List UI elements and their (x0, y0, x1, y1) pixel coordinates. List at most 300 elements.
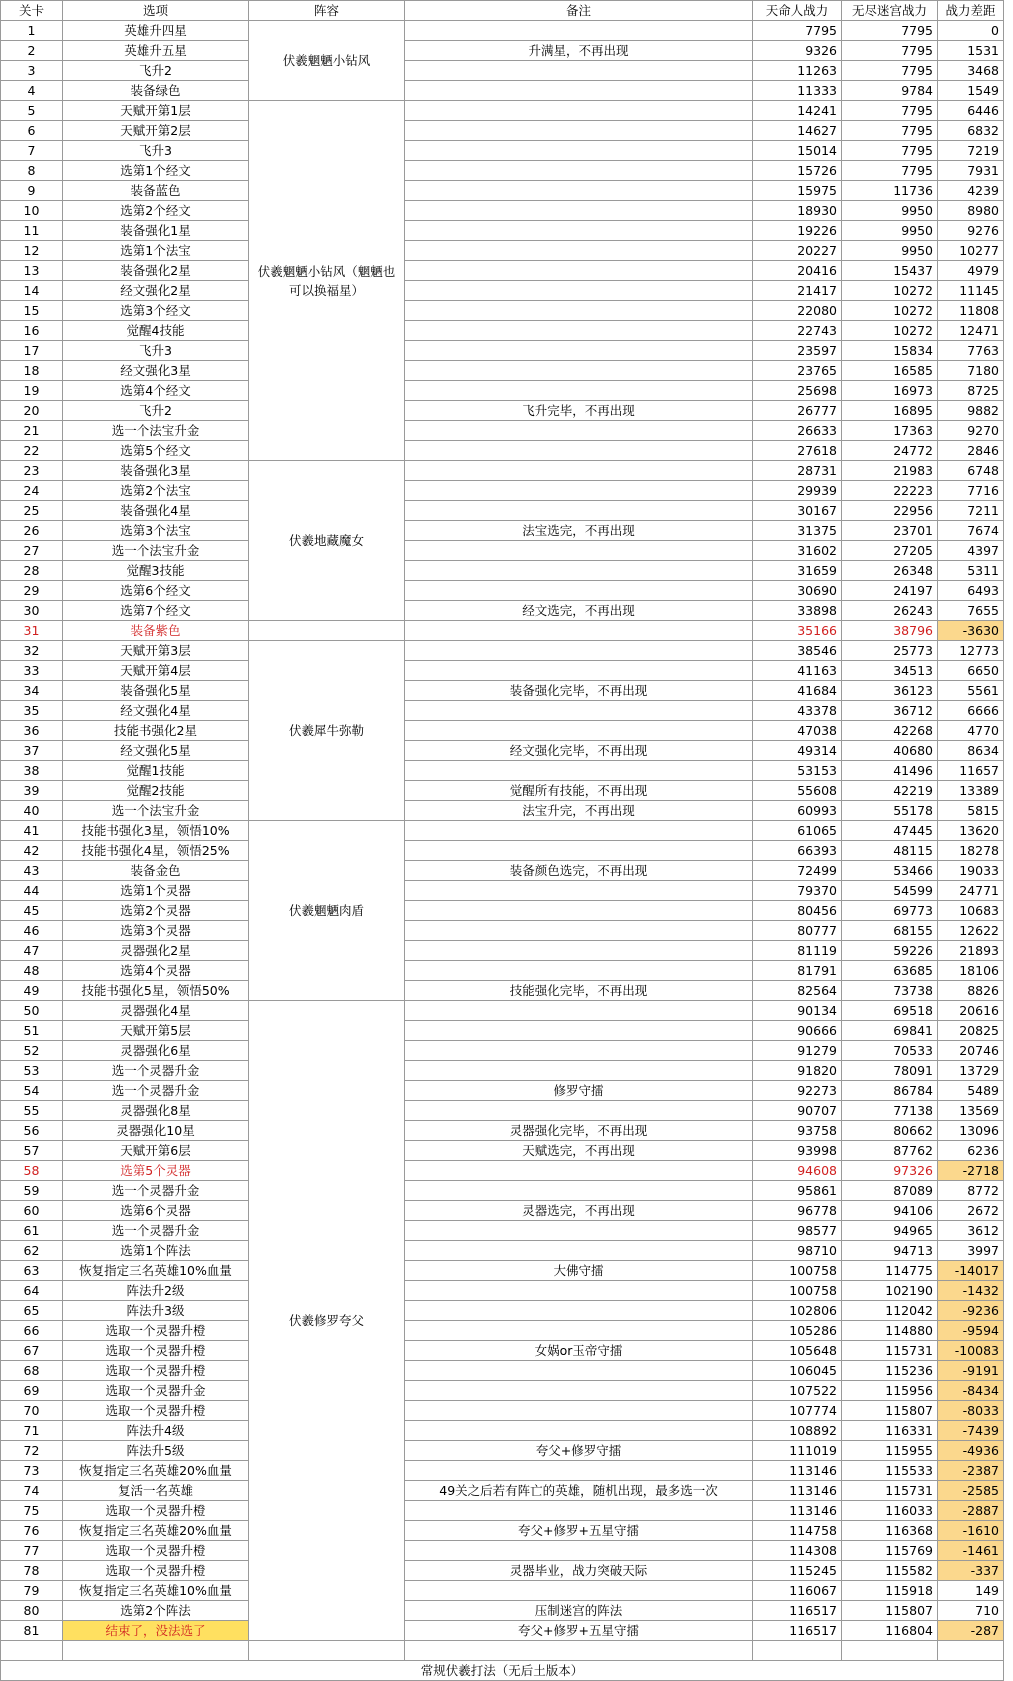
maze-power-cell: 42268 (842, 721, 938, 741)
level-cell: 73 (1, 1461, 63, 1481)
power-gap-cell: 2672 (938, 1201, 1004, 1221)
power-gap-cell: 7674 (938, 521, 1004, 541)
option-cell: 选第6个经文 (63, 581, 249, 601)
table-row (1, 221, 1004, 241)
maze-power-cell: 114775 (842, 1261, 938, 1281)
power-gap-cell: 21893 (938, 941, 1004, 961)
power-gap-cell: 4397 (938, 541, 1004, 561)
level-cell: 7 (1, 141, 63, 161)
note-cell (405, 1101, 753, 1121)
power-gap-cell: 10683 (938, 901, 1004, 921)
level-cell: 64 (1, 1281, 63, 1301)
maze-power-cell: 69841 (842, 1021, 938, 1041)
option-cell: 选取一个灵器升橙 (63, 1501, 249, 1521)
level-cell: 61 (1, 1221, 63, 1241)
note-cell: 天赋选完，不再出现 (405, 1141, 753, 1161)
option-cell: 选第2个灵器 (63, 901, 249, 921)
power-gap-cell: 2846 (938, 441, 1004, 461)
table-row (1, 1061, 1004, 1081)
level-cell: 57 (1, 1141, 63, 1161)
player-power-cell: 114758 (753, 1521, 842, 1541)
power-gap-cell: 6748 (938, 461, 1004, 481)
power-gap-cell: 6236 (938, 1141, 1004, 1161)
maze-power-cell: 16973 (842, 381, 938, 401)
level-cell: 21 (1, 421, 63, 441)
power-gap-cell: 24771 (938, 881, 1004, 901)
player-power-cell: 105286 (753, 1321, 842, 1341)
header-row (1, 1, 1004, 21)
player-power-cell: 35166 (753, 621, 842, 641)
maze-power-cell: 34513 (842, 661, 938, 681)
table-row (1, 361, 1004, 381)
maze-power-cell: 10272 (842, 281, 938, 301)
note-cell: 49关之后若有阵亡的英雄，随机出现，最多选一次 (405, 1481, 753, 1501)
maze-power-cell: 7795 (842, 121, 938, 141)
level-cell: 79 (1, 1581, 63, 1601)
player-power-cell: 11263 (753, 61, 842, 81)
maze-power-cell: 16585 (842, 361, 938, 381)
player-power-cell: 26777 (753, 401, 842, 421)
maze-power-cell: 87089 (842, 1181, 938, 1201)
power-gap-cell: 6446 (938, 101, 1004, 121)
level-cell: 31 (1, 621, 63, 641)
level-cell: 46 (1, 921, 63, 941)
note-cell (405, 901, 753, 921)
power-gap-cell: 13096 (938, 1121, 1004, 1141)
table-row (1, 861, 1004, 881)
option-cell: 装备强化4星 (63, 501, 249, 521)
maze-power-cell: 26243 (842, 601, 938, 621)
level-cell: 23 (1, 461, 63, 481)
power-gap-cell: 3468 (938, 61, 1004, 81)
option-cell: 选第3个法宝 (63, 521, 249, 541)
option-cell: 选第2个阵法 (63, 1601, 249, 1621)
maze-power-cell: 115769 (842, 1541, 938, 1561)
option-cell: 选第5个经文 (63, 441, 249, 461)
table-row (1, 981, 1004, 1001)
table-row (1, 81, 1004, 101)
level-cell: 1 (1, 21, 63, 41)
power-gap-cell: 7180 (938, 361, 1004, 381)
note-cell (405, 461, 753, 481)
table-row (1, 21, 1004, 41)
table-row (1, 1201, 1004, 1221)
power-gap-cell: -4936 (938, 1441, 1004, 1461)
maze-power-cell: 40680 (842, 741, 938, 761)
note-cell: 装备强化完毕，不再出现 (405, 681, 753, 701)
table-row (1, 741, 1004, 761)
option-cell: 选第1个法宝 (63, 241, 249, 261)
table-row (1, 1121, 1004, 1141)
level-cell: 26 (1, 521, 63, 541)
option-cell: 灵器强化10星 (63, 1121, 249, 1141)
level-cell: 41 (1, 821, 63, 841)
note-cell (405, 1241, 753, 1261)
maze-power-cell: 21983 (842, 461, 938, 481)
option-cell: 阵法升2级 (63, 1281, 249, 1301)
power-gap-cell: -337 (938, 1561, 1004, 1581)
level-cell: 35 (1, 701, 63, 721)
option-cell: 结束了，没法选了 (63, 1621, 249, 1641)
table-row (1, 181, 1004, 201)
option-cell: 恢复指定三名英雄10%血量 (63, 1581, 249, 1601)
maze-power-cell: 115955 (842, 1441, 938, 1461)
option-cell: 选第4个灵器 (63, 961, 249, 981)
option-cell: 天赋开第2层 (63, 121, 249, 141)
option-cell: 选一个灵器升金 (63, 1061, 249, 1081)
table-row (1, 301, 1004, 321)
player-power-cell: 72499 (753, 861, 842, 881)
player-power-cell: 92273 (753, 1081, 842, 1101)
power-gap-cell: 7763 (938, 341, 1004, 361)
player-power-cell: 31659 (753, 561, 842, 581)
level-cell: 39 (1, 781, 63, 801)
table-body (1, 21, 1004, 1641)
note-cell (405, 241, 753, 261)
maze-power-cell: 73738 (842, 981, 938, 1001)
table-row (1, 101, 1004, 121)
option-cell: 选第3个灵器 (63, 921, 249, 941)
player-power-cell: 14241 (753, 101, 842, 121)
table-row (1, 1021, 1004, 1041)
option-cell: 灵器强化6星 (63, 1041, 249, 1061)
table-row (1, 381, 1004, 401)
maze-power-cell: 7795 (842, 41, 938, 61)
option-cell: 飞升3 (63, 141, 249, 161)
power-gap-cell: -10083 (938, 1341, 1004, 1361)
maze-power-cell: 10272 (842, 321, 938, 341)
note-cell (405, 1401, 753, 1421)
player-power-cell: 31602 (753, 541, 842, 561)
table-row (1, 1041, 1004, 1061)
maze-power-cell: 11736 (842, 181, 938, 201)
header-maze-power: 无尽迷宫战力 (842, 1, 938, 21)
power-gap-cell: 7655 (938, 601, 1004, 621)
maze-power-cell: 115533 (842, 1461, 938, 1481)
note-cell (405, 341, 753, 361)
level-cell: 75 (1, 1501, 63, 1521)
power-gap-cell: 8725 (938, 381, 1004, 401)
power-gap-cell: -2387 (938, 1461, 1004, 1481)
player-power-cell: 90134 (753, 1001, 842, 1021)
power-gap-cell: 7211 (938, 501, 1004, 521)
power-gap-cell: 11145 (938, 281, 1004, 301)
power-gap-cell: 11808 (938, 301, 1004, 321)
level-cell: 48 (1, 961, 63, 981)
table-row (1, 1181, 1004, 1201)
table-row (1, 641, 1004, 661)
player-power-cell: 15014 (753, 141, 842, 161)
power-gap-cell: -8033 (938, 1401, 1004, 1421)
note-cell (405, 961, 753, 981)
table-row (1, 61, 1004, 81)
player-power-cell: 66393 (753, 841, 842, 861)
player-power-cell: 96778 (753, 1201, 842, 1221)
table-row (1, 1421, 1004, 1441)
power-gap-cell: -287 (938, 1621, 1004, 1641)
note-cell (405, 821, 753, 841)
note-cell (405, 661, 753, 681)
power-gap-cell: 3997 (938, 1241, 1004, 1261)
table-row (1, 961, 1004, 981)
level-cell: 14 (1, 281, 63, 301)
maze-power-cell: 97326 (842, 1161, 938, 1181)
note-cell (405, 1221, 753, 1241)
power-gap-cell: 13729 (938, 1061, 1004, 1081)
maze-power-cell: 115582 (842, 1561, 938, 1581)
player-power-cell: 23597 (753, 341, 842, 361)
player-power-cell: 80456 (753, 901, 842, 921)
option-cell: 飞升2 (63, 401, 249, 421)
table-row (1, 921, 1004, 941)
table-row (1, 781, 1004, 801)
option-cell: 天赋开第5层 (63, 1021, 249, 1041)
power-gap-cell: -14017 (938, 1261, 1004, 1281)
table-row (1, 881, 1004, 901)
option-cell: 恢复指定三名英雄10%血量 (63, 1261, 249, 1281)
player-power-cell: 81791 (753, 961, 842, 981)
power-gap-cell: 8826 (938, 981, 1004, 1001)
maze-power-cell: 116033 (842, 1501, 938, 1521)
header-option: 选项 (63, 1, 249, 21)
power-gap-cell: 149 (938, 1581, 1004, 1601)
maze-power-cell: 10272 (842, 301, 938, 321)
power-gap-cell: 9882 (938, 401, 1004, 421)
option-cell: 选取一个灵器升金 (63, 1381, 249, 1401)
player-power-cell: 49314 (753, 741, 842, 761)
table-row (1, 501, 1004, 521)
table-row (1, 1281, 1004, 1301)
power-gap-cell: 7931 (938, 161, 1004, 181)
note-cell (405, 101, 753, 121)
lineup-cell: 伏羲地藏魔女 (249, 461, 405, 621)
table-row (1, 461, 1004, 481)
maze-power-cell: 25773 (842, 641, 938, 661)
player-power-cell: 114308 (753, 1541, 842, 1561)
maze-power-cell: 59226 (842, 941, 938, 961)
note-cell (405, 321, 753, 341)
player-power-cell: 14627 (753, 121, 842, 141)
power-gap-cell: 12773 (938, 641, 1004, 661)
option-cell: 选取一个灵器升橙 (63, 1321, 249, 1341)
level-cell: 33 (1, 661, 63, 681)
maze-power-cell: 7795 (842, 141, 938, 161)
option-cell: 装备强化3星 (63, 461, 249, 481)
player-power-cell: 31375 (753, 521, 842, 541)
note-cell (405, 501, 753, 521)
note-cell (405, 1161, 753, 1181)
note-cell (405, 701, 753, 721)
note-cell (405, 1381, 753, 1401)
header-level: 关卡 (1, 1, 63, 21)
power-gap-cell: 10277 (938, 241, 1004, 261)
level-cell: 20 (1, 401, 63, 421)
note-cell (405, 61, 753, 81)
level-cell: 71 (1, 1421, 63, 1441)
power-gap-cell: 19033 (938, 861, 1004, 881)
maze-power-cell: 94965 (842, 1221, 938, 1241)
option-cell: 选第2个经文 (63, 201, 249, 221)
note-cell: 夸父+修罗+五星守擂 (405, 1621, 753, 1641)
power-gap-cell: -1610 (938, 1521, 1004, 1541)
player-power-cell: 21417 (753, 281, 842, 301)
option-cell: 技能书强化5星，领悟50% (63, 981, 249, 1001)
level-cell: 42 (1, 841, 63, 861)
level-cell: 66 (1, 1321, 63, 1341)
power-gap-cell: -9236 (938, 1301, 1004, 1321)
level-cell: 65 (1, 1301, 63, 1321)
power-gap-cell: 5815 (938, 801, 1004, 821)
note-cell (405, 1461, 753, 1481)
power-gap-cell: -2887 (938, 1501, 1004, 1521)
table-row (1, 621, 1004, 641)
player-power-cell: 7795 (753, 21, 842, 41)
player-power-cell: 90707 (753, 1101, 842, 1121)
note-cell (405, 141, 753, 161)
player-power-cell: 22080 (753, 301, 842, 321)
level-cell: 30 (1, 601, 63, 621)
option-cell: 装备金色 (63, 861, 249, 881)
power-gap-cell: 0 (938, 21, 1004, 41)
player-power-cell: 30690 (753, 581, 842, 601)
table-row (1, 1301, 1004, 1321)
level-cell: 53 (1, 1061, 63, 1081)
maze-power-cell: 22956 (842, 501, 938, 521)
player-power-cell: 105648 (753, 1341, 842, 1361)
player-power-cell: 81119 (753, 941, 842, 961)
maze-power-cell: 36712 (842, 701, 938, 721)
table-row (1, 661, 1004, 681)
note-cell (405, 841, 753, 861)
note-cell (405, 621, 753, 641)
player-power-cell: 94608 (753, 1161, 842, 1181)
level-cell: 70 (1, 1401, 63, 1421)
note-cell (405, 261, 753, 281)
table-row (1, 1481, 1004, 1501)
note-cell (405, 721, 753, 741)
player-power-cell: 41684 (753, 681, 842, 701)
player-power-cell: 47038 (753, 721, 842, 741)
player-power-cell: 113146 (753, 1501, 842, 1521)
table-row (1, 1101, 1004, 1121)
option-cell: 装备强化1星 (63, 221, 249, 241)
lineup-cell: 伏羲犀牛弥勒 (249, 641, 405, 821)
maze-power-cell: 70533 (842, 1041, 938, 1061)
maze-power-cell: 27205 (842, 541, 938, 561)
maze-power-cell: 69773 (842, 901, 938, 921)
maze-power-cell: 9950 (842, 201, 938, 221)
level-cell: 80 (1, 1601, 63, 1621)
table-row (1, 561, 1004, 581)
note-cell (405, 1001, 753, 1021)
maze-power-cell: 9950 (842, 241, 938, 261)
note-cell (405, 941, 753, 961)
player-power-cell: 90666 (753, 1021, 842, 1041)
note-cell (405, 381, 753, 401)
note-cell (405, 1301, 753, 1321)
maze-power-cell: 55178 (842, 801, 938, 821)
level-cell: 29 (1, 581, 63, 601)
option-cell: 觉醒3技能 (63, 561, 249, 581)
note-cell (405, 301, 753, 321)
player-power-cell: 107774 (753, 1401, 842, 1421)
maze-power-cell: 15437 (842, 261, 938, 281)
maze-power-cell: 47445 (842, 821, 938, 841)
level-cell: 18 (1, 361, 63, 381)
player-power-cell: 98577 (753, 1221, 842, 1241)
header-lineup: 阵容 (249, 1, 405, 21)
player-power-cell: 91820 (753, 1061, 842, 1081)
power-gap-cell: 8634 (938, 741, 1004, 761)
table-row (1, 941, 1004, 961)
table-row (1, 801, 1004, 821)
power-gap-cell: 6666 (938, 701, 1004, 721)
power-gap-cell: 4770 (938, 721, 1004, 741)
player-power-cell: 93998 (753, 1141, 842, 1161)
maze-power-cell: 115236 (842, 1361, 938, 1381)
level-cell: 58 (1, 1161, 63, 1181)
maze-power-cell: 115807 (842, 1401, 938, 1421)
table-row (1, 341, 1004, 361)
power-gap-cell: -9594 (938, 1321, 1004, 1341)
option-cell: 选一个灵器升金 (63, 1221, 249, 1241)
level-cell: 49 (1, 981, 63, 1001)
option-cell: 装备蓝色 (63, 181, 249, 201)
note-cell: 夸父+修罗守擂 (405, 1441, 753, 1461)
power-gap-cell: 20616 (938, 1001, 1004, 1021)
level-cell: 63 (1, 1261, 63, 1281)
table-row (1, 721, 1004, 741)
player-power-cell: 20416 (753, 261, 842, 281)
option-cell: 选第7个经文 (63, 601, 249, 621)
table-row (1, 1001, 1004, 1021)
option-cell: 装备绿色 (63, 81, 249, 101)
player-power-cell: 116517 (753, 1621, 842, 1641)
maze-power-cell: 78091 (842, 1061, 938, 1081)
table-row (1, 521, 1004, 541)
level-cell: 55 (1, 1101, 63, 1121)
player-power-cell: 23765 (753, 361, 842, 381)
note-cell: 压制迷宫的阵法 (405, 1601, 753, 1621)
player-power-cell: 113146 (753, 1461, 842, 1481)
maze-power-cell: 116804 (842, 1621, 938, 1641)
table-row (1, 1241, 1004, 1261)
note-cell (405, 481, 753, 501)
option-cell: 选取一个灵器升橙 (63, 1541, 249, 1561)
sheet-caption: 常规伏羲打法（无后土版本） (1, 1661, 1004, 1681)
level-cell: 69 (1, 1381, 63, 1401)
power-gap-cell: 6650 (938, 661, 1004, 681)
caption-row (1, 1661, 1004, 1681)
maze-power-cell: 86784 (842, 1081, 938, 1101)
maze-power-cell: 68155 (842, 921, 938, 941)
option-cell: 天赋开第4层 (63, 661, 249, 681)
power-gap-cell: 4239 (938, 181, 1004, 201)
table-row (1, 261, 1004, 281)
option-cell: 选第3个经文 (63, 301, 249, 321)
power-gap-cell: 6832 (938, 121, 1004, 141)
player-power-cell: 43378 (753, 701, 842, 721)
player-power-cell: 100758 (753, 1261, 842, 1281)
header-player-power: 天命人战力 (753, 1, 842, 21)
lineup-cell: 伏羲魍魉小钻风（魍魉也可以换福星） (249, 101, 405, 461)
maze-power-cell: 7795 (842, 101, 938, 121)
lineup-cell (249, 621, 405, 641)
table-row (1, 761, 1004, 781)
option-cell: 恢复指定三名英雄20%血量 (63, 1521, 249, 1541)
maze-power-cell: 24772 (842, 441, 938, 461)
level-cell: 62 (1, 1241, 63, 1261)
